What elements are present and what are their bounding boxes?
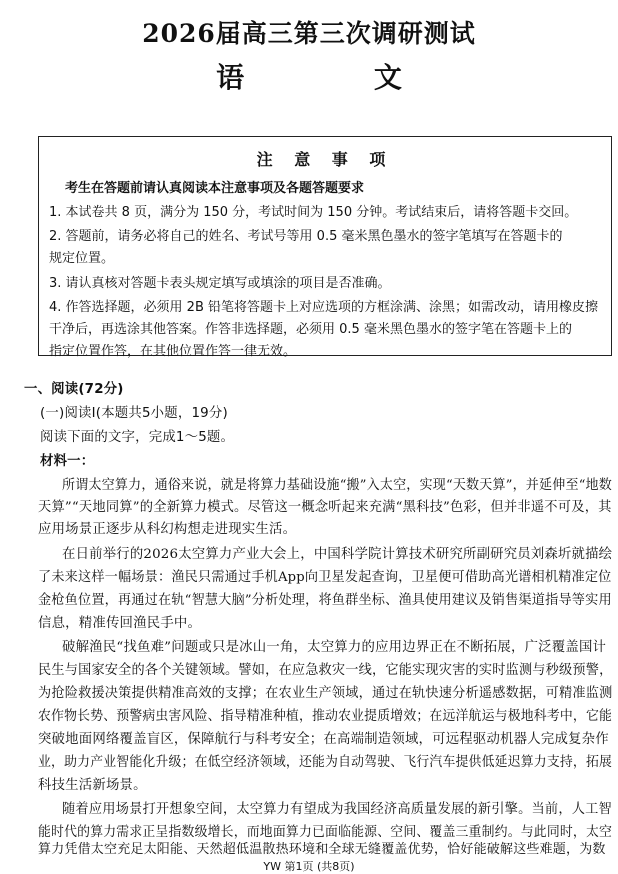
notice-lead: 考生在答题前请认真阅读本注意事项及各题答题要求 [65, 181, 365, 196]
exam-title: 2026届高三第三次调研测试 [142, 19, 476, 48]
sub-heading: (一)阅读Ⅰ(本题共5小题，19分) [40, 406, 228, 421]
notice-item-1: 1. 本试卷共 8 页，满分为 150 分，考试时间为 150 分钟。考试结束后，请将答题卡交回。 [49, 205, 578, 220]
passage-line: 科技生活新场景。 [38, 778, 147, 793]
passage-line: 能时代的算力需求正呈指数级增长，而地面算力已面临能源、空间、覆盖三重制约。与此同时，太空 [38, 825, 613, 840]
passage-line: 随着应用场景打开想象空间，太空算力有望成为我国经济高质量发展的新引擎。当前，人工智 [62, 802, 612, 817]
material-label: 材料一： [40, 454, 95, 469]
passage-line: 业，助力产业智能化升级；在低空经济领域，还能为自动驾驶、飞行汽车提供低延迟算力支持，拓展 [38, 755, 613, 770]
passage-line: 破解渔民“找鱼难”问题或只是冰山一角，太空算力的应用边界正在不断拓展，广泛覆盖国计 [62, 640, 607, 655]
subject-title: 语 文 [216, 61, 462, 94]
notice-box [38, 136, 612, 359]
passage-line: 所谓太空算力，通俗来说，就是将算力基础设施“搬”入太空，实现“天数天算”，并延伸至“地数 [62, 478, 613, 493]
passage-line: 农作物长势、预警病虫害风险、指导精准种植，推动农业提质增效；在远洋航运与极地科考中，它能 [38, 709, 613, 724]
notice-title: 注 意 事 项 [256, 150, 394, 169]
passage-line: 民生与国家安全的各个关键领域。譬如，在应急救灾一线，它能实现灾害的实时监测与秒级预警， [38, 663, 613, 678]
notice-item-3: 3. 请认真核对答题卡表头规定填写或填涂的项目是否准确。 [49, 276, 391, 291]
passage-line: 算力凭借太空充足太阳能、天然超低温散热环境和全球无缝覆盖优势，恰好能破解这些难题，为数 [38, 842, 606, 857]
passage-line: 应用场景正逐步从科幻构想走进现实生活。 [38, 522, 297, 537]
section-heading: 一、阅读(72分) [24, 382, 124, 397]
page-footer: YW 第1页 (共8页) [263, 860, 355, 873]
notice-item-4-cont: 干净后，再选涂其他答案。作答非选择题，必须用 0.5 毫米黑色墨水的签字笔在答题卡上的 [49, 322, 572, 337]
passage-line: 天算”“天地同算”的全新算力模式。尽管这一概念听起来充满“黑科技”色彩，但并非遥不可及，其 [38, 500, 612, 515]
instruction: 阅读下面的文字，完成1～5题。 [40, 430, 235, 445]
notice-item-2-cont: 规定位置。 [49, 251, 115, 266]
notice-item-4-cont2: 指定位置作答，在其他位置作答一律无效。 [49, 344, 297, 359]
notice-item-2: 2. 答题前，请务必将自己的姓名、考试号等用 0.5 毫米黑色墨水的签字笔填写在答题卡的 [49, 229, 563, 244]
passage-line: 了未来这样一幅场景：渔民只需通过手机App向卫星发起查询，卫星便可借助高光谱相机精准定位 [38, 570, 612, 585]
passage-line: 在日前举行的2026太空算力产业大会上，中国科学院计算技术研究所副研究员刘森圻就描绘 [62, 547, 613, 562]
passage-line: 信息，精准传回渔民手中。 [38, 616, 202, 631]
notice-item-4: 4. 作答选择题，必须用 2B 铅笔将答题卡上对应选项的方框涂满、涂黑；如需改动，请用橡皮擦 [49, 300, 598, 315]
passage-line: 为抢险救援决策提供精准高效的支撑；在农业生产领域，通过在轨快速分析遥感数据，可精准监测 [38, 686, 613, 701]
passage-line: 金枪鱼位置，再通过在轨“智慧大脑”分析处理，将鱼群坐标、渔具使用建议及销售渠道指导等实用 [38, 593, 612, 608]
passage-line: 突破地面网络覆盖盲区，保障航行与科考安全；在高端制造领域，可远程驱动机器人完成复杂作 [38, 732, 609, 747]
